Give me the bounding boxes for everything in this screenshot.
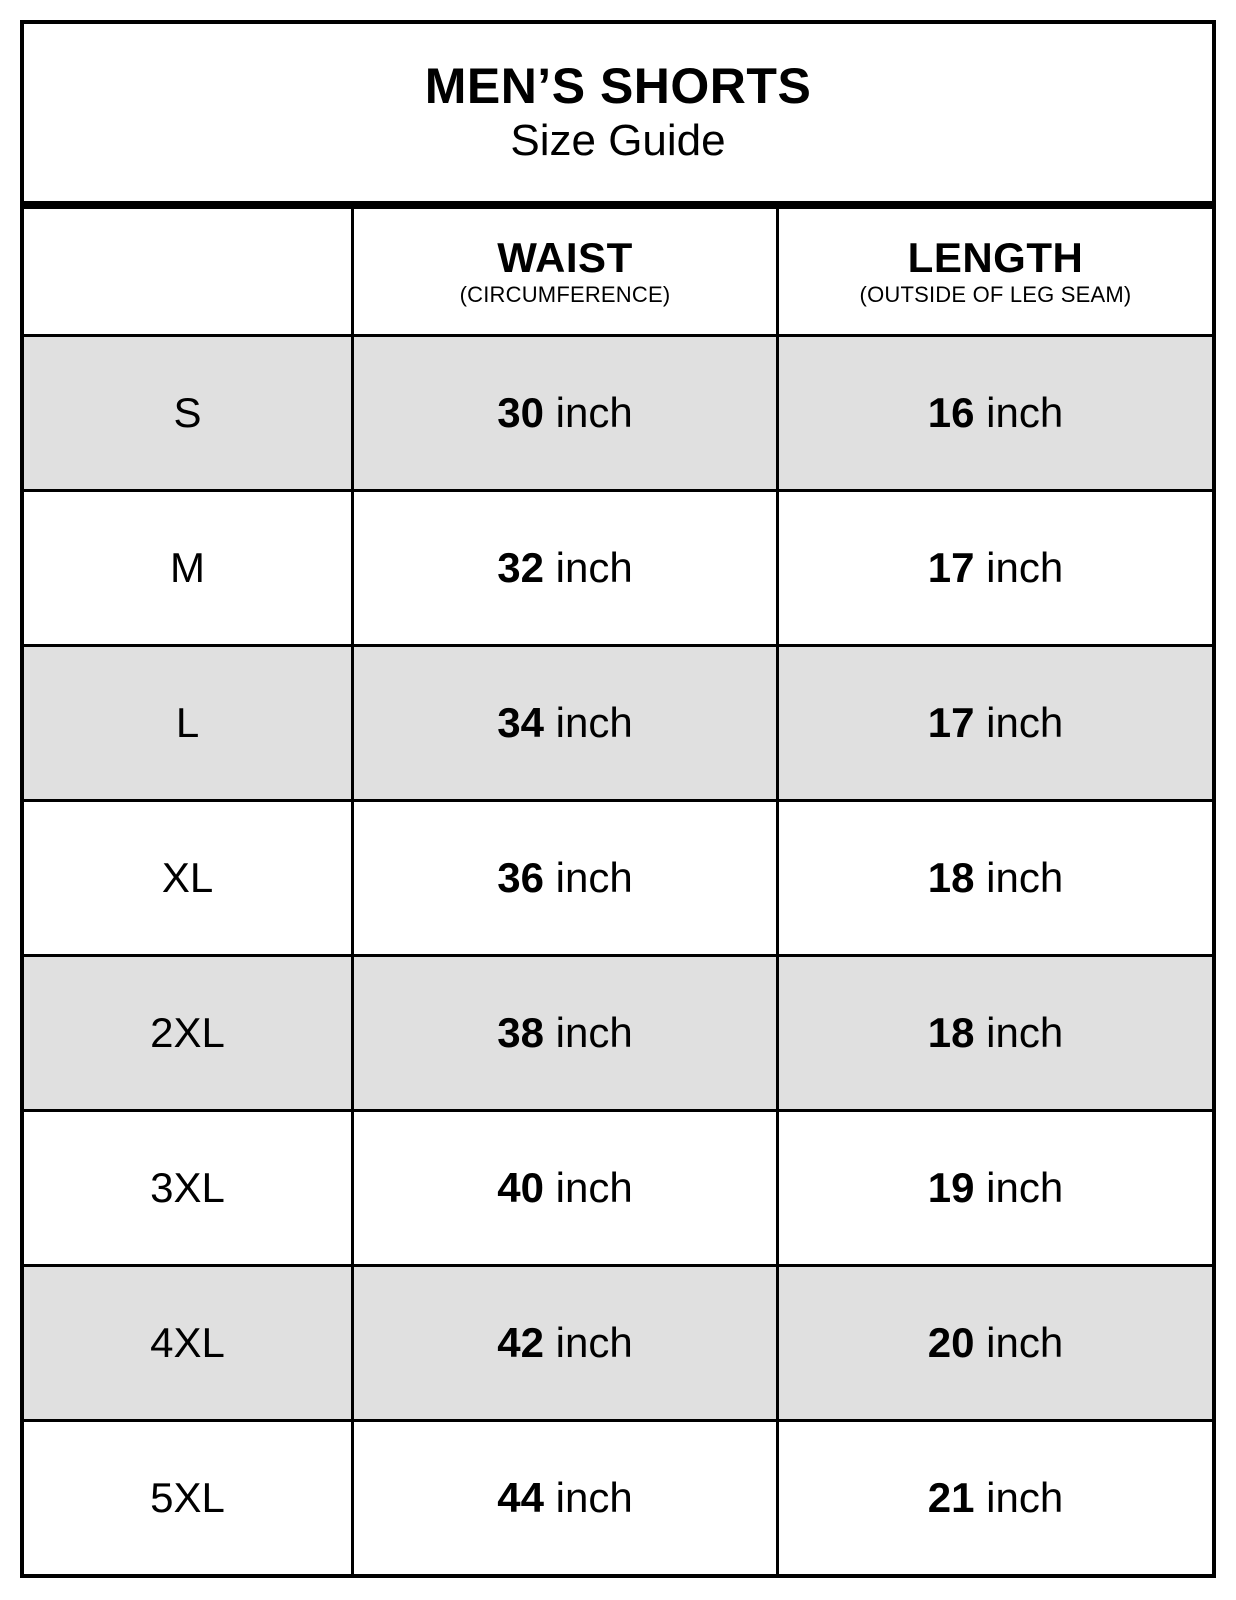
- waist-value: 32 inch: [497, 544, 633, 591]
- cell-length: [779, 1422, 1212, 1574]
- cell-size: [24, 802, 354, 954]
- waist-value: 34 inch: [497, 699, 633, 746]
- size-label: S: [173, 389, 202, 436]
- size-label: 2XL: [150, 1009, 225, 1056]
- cell-size: [24, 957, 354, 1109]
- cell-length: [779, 802, 1212, 954]
- table-row: [24, 1422, 1212, 1574]
- table-row: [24, 957, 1212, 1112]
- header-length-note: (OUTSIDE OF LEG SEAM): [859, 281, 1132, 307]
- header-cell-waist: [354, 209, 779, 334]
- cell-length: [779, 647, 1212, 799]
- page-subtitle: Size Guide: [510, 115, 726, 165]
- cell-length: [779, 337, 1212, 489]
- size-label: 5XL: [150, 1474, 225, 1521]
- length-value: 19 inch: [927, 1164, 1064, 1211]
- table-row: [24, 337, 1212, 492]
- cell-waist: [354, 1267, 779, 1419]
- waist-value: 38 inch: [497, 1009, 633, 1056]
- waist-value: 36 inch: [497, 854, 633, 901]
- length-value: 20 inch: [927, 1319, 1064, 1366]
- length-value: 21 inch: [927, 1474, 1064, 1521]
- cell-waist: [354, 337, 779, 489]
- cell-size: [24, 492, 354, 644]
- table-header-row: [24, 209, 1212, 337]
- cell-size: [24, 1422, 354, 1574]
- length-value: 18 inch: [927, 1009, 1064, 1056]
- page-title: MEN’S SHORTS: [424, 58, 812, 115]
- cell-size: [24, 337, 354, 489]
- cell-waist: [354, 802, 779, 954]
- header-cell-size: [24, 209, 354, 334]
- cell-size: [24, 647, 354, 799]
- length-value: 18 inch: [927, 854, 1064, 901]
- size-label: 4XL: [150, 1319, 225, 1366]
- cell-length: [779, 1112, 1212, 1264]
- waist-value: 44 inch: [497, 1474, 633, 1521]
- header-waist-label: WAIST: [497, 234, 633, 282]
- table-row: [24, 647, 1212, 802]
- waist-value: 40 inch: [497, 1164, 633, 1211]
- cell-length: [779, 1267, 1212, 1419]
- size-label: M: [170, 544, 205, 591]
- header-length-label: LENGTH: [907, 234, 1084, 282]
- header-waist-note: (CIRCUMFERENCE): [459, 281, 671, 307]
- chart-title-block: [24, 24, 1212, 209]
- size-label: XL: [161, 854, 214, 901]
- cell-length: [779, 492, 1212, 644]
- waist-value: 30 inch: [497, 389, 633, 436]
- length-value: 17 inch: [927, 544, 1064, 591]
- table-row: [24, 1112, 1212, 1267]
- cell-size: [24, 1267, 354, 1419]
- table-row: [24, 492, 1212, 647]
- table-row: [24, 1267, 1212, 1422]
- cell-waist: [354, 492, 779, 644]
- cell-size: [24, 1112, 354, 1264]
- size-label: 3XL: [150, 1164, 225, 1211]
- length-value: 17 inch: [927, 699, 1064, 746]
- cell-waist: [354, 1422, 779, 1574]
- cell-waist: [354, 1112, 779, 1264]
- size-chart: [20, 20, 1216, 1578]
- header-cell-length: [779, 209, 1212, 334]
- size-label: L: [175, 699, 200, 746]
- size-table: [24, 209, 1212, 1574]
- cell-waist: [354, 957, 779, 1109]
- length-value: 16 inch: [927, 389, 1064, 436]
- cell-length: [779, 957, 1212, 1109]
- table-row: [24, 802, 1212, 957]
- waist-value: 42 inch: [497, 1319, 633, 1366]
- cell-waist: [354, 647, 779, 799]
